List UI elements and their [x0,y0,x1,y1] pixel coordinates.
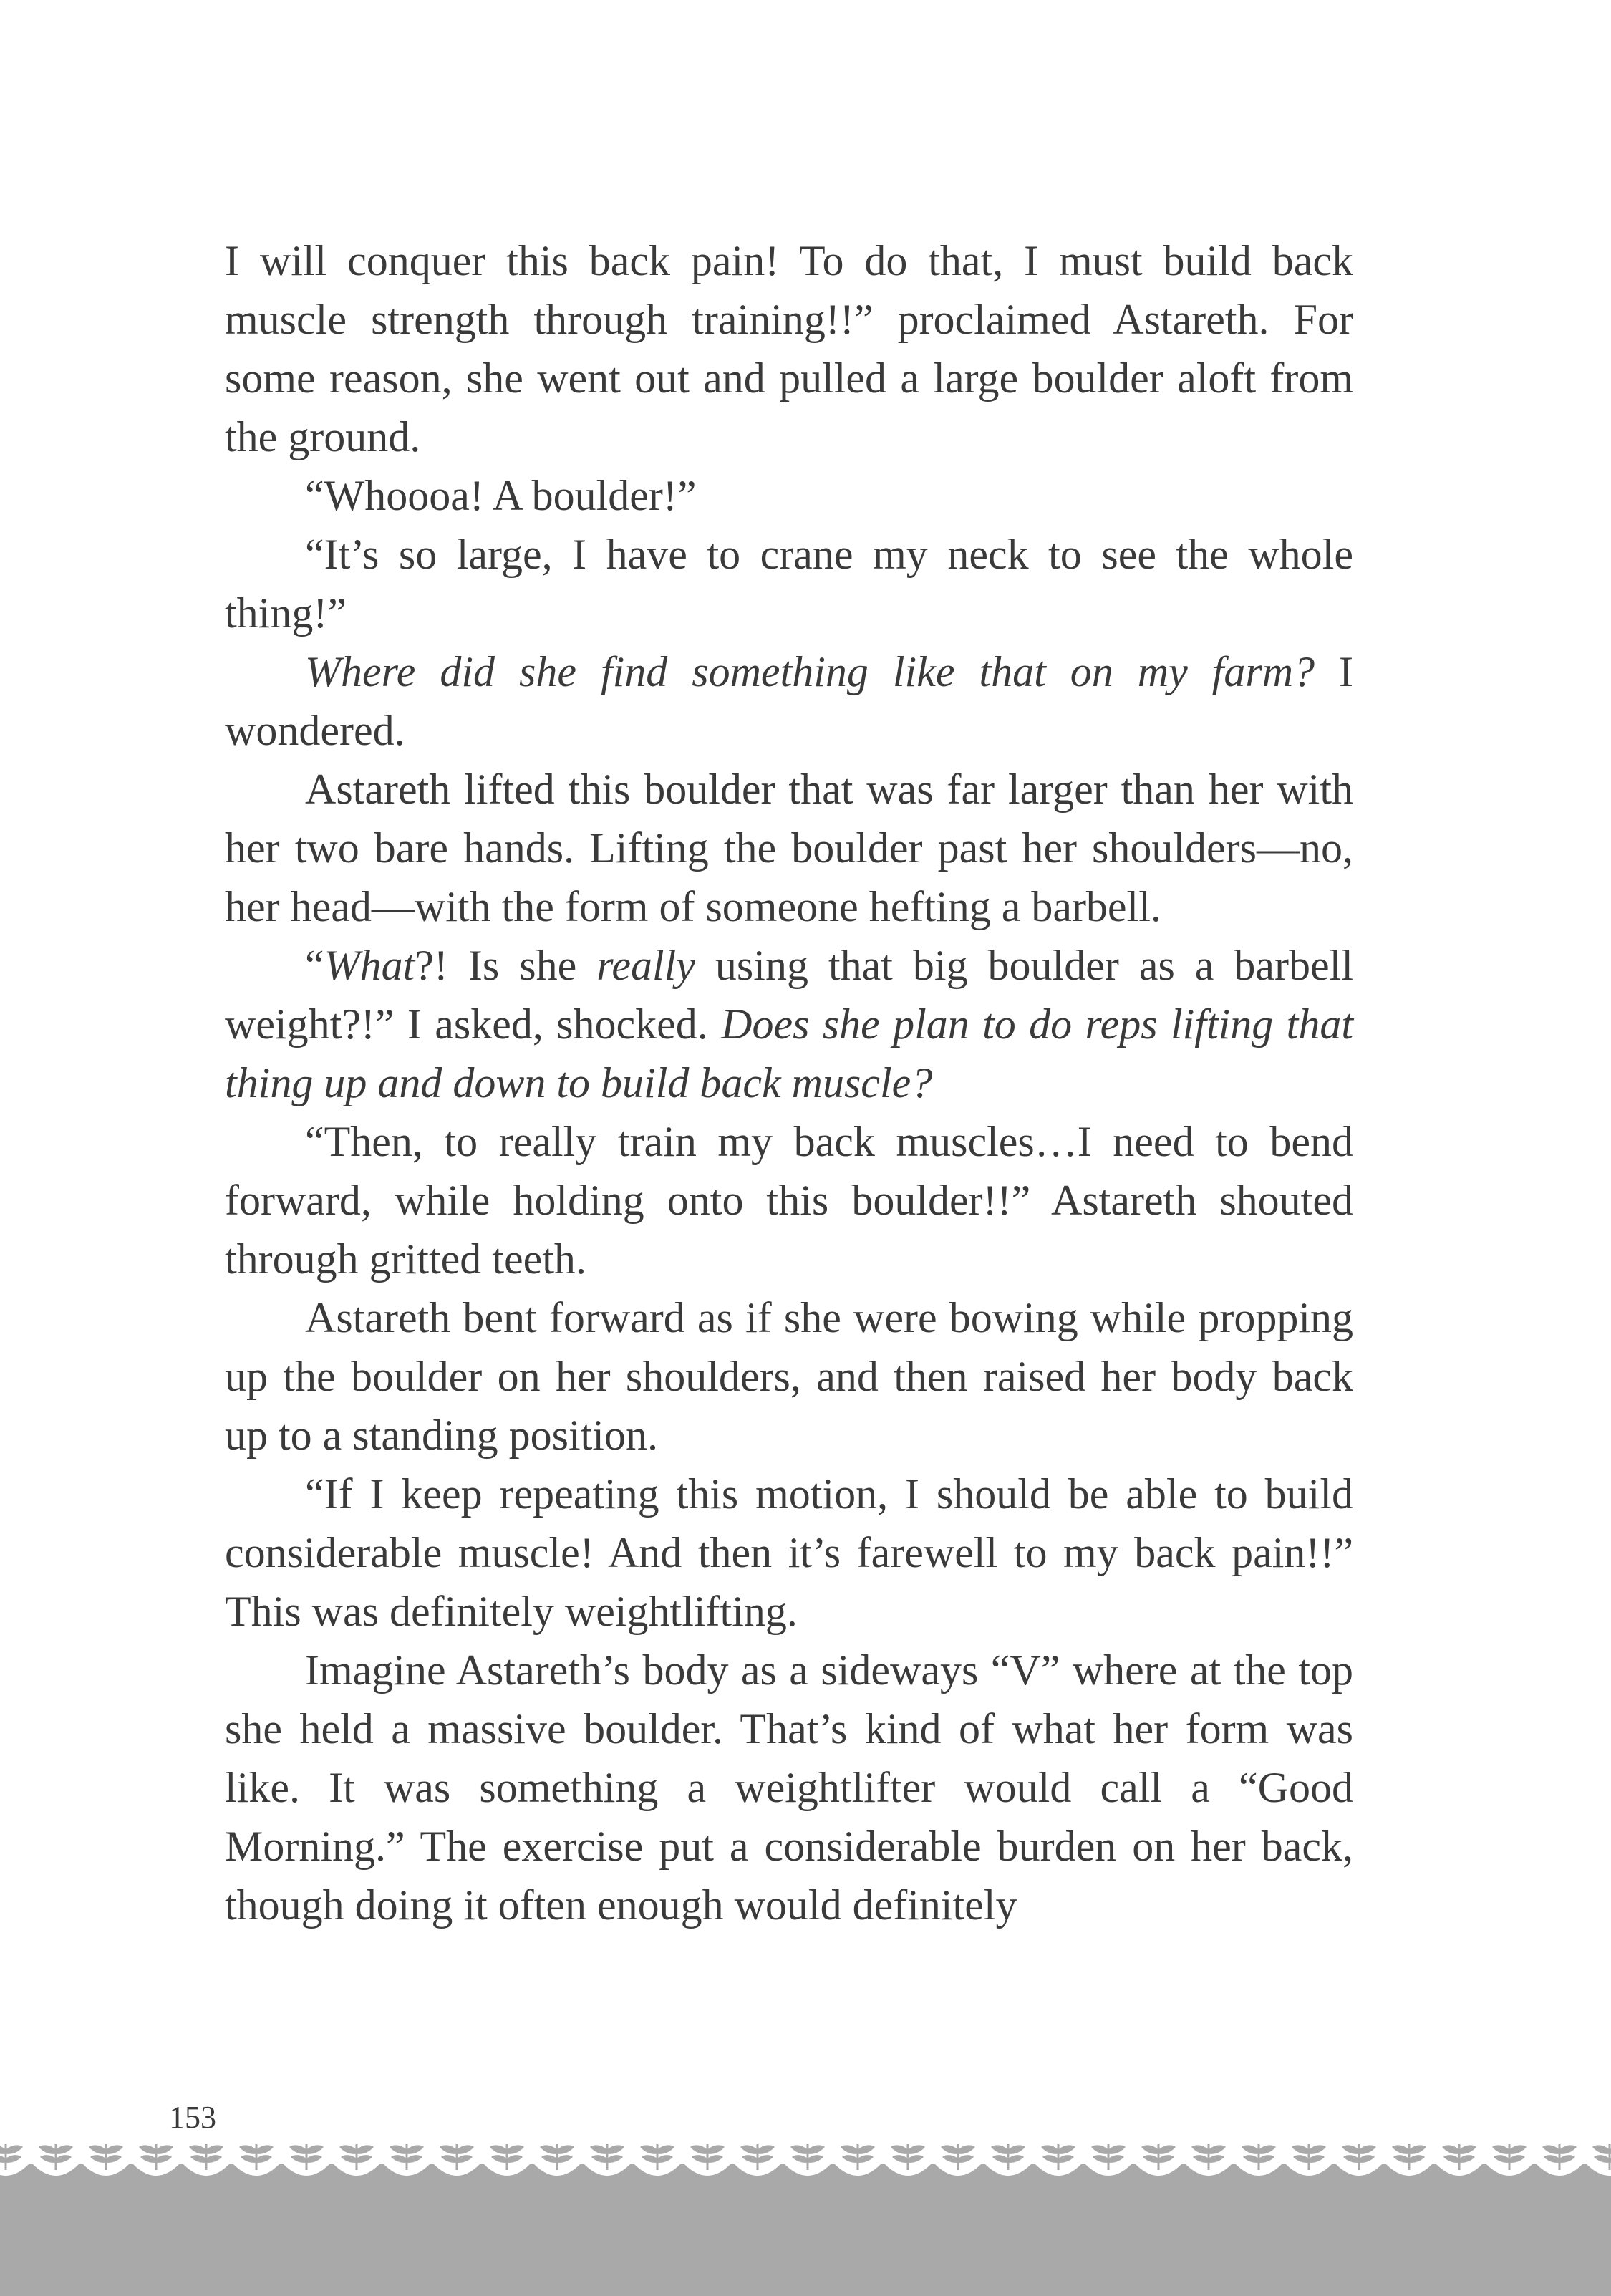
text-segment: I wondered. [225,648,1354,754]
italic-segment: Where did she find something like that on my farm? [305,648,1315,695]
text-segment: I will conquer this back pain! To do that, I must build back muscle strength through training!!” proclaimed Astareth. For some reason, she went out and pulled a large boulder aloft from the ground. [225,237,1353,460]
italic-segment: really [596,942,695,989]
paragraph [225,466,1353,525]
italic-segment: What [324,942,415,989]
footer-decoration [0,2141,1611,2296]
text-segment: “Whoooa! A boulder!” [305,472,697,519]
text-segment: Imagine Astareth’s body as a sideways “V” where at the top she held a massive boulder. That’s kind of what her form was like. It was something a weightlifter would call a “Good Morning.” The exercise put a considerable burden on her back, though doing it often enough would definitely [225,1646,1353,1929]
footer-band [0,2164,1611,2296]
paragraph [225,936,1353,1112]
paragraph [225,1288,1353,1465]
text-segment: “If I keep repeating this motion, I should be able to build considerable muscle! And then it’s farewell to my back pain!!” This was definitely weightlifting. [225,1470,1353,1635]
page-number: 153 [169,2100,216,2135]
paragraph [225,525,1353,642]
text-segment: “Then, to really train my back muscles…I need to bend forward, while holding onto this boulder!!” Astareth shouted through gritted teeth. [225,1118,1353,1283]
italic-segment: Does she plan to do reps lifting that thing up and down to build back muscle? [225,1000,1353,1106]
body-text [225,231,1353,1934]
text-segment: “It’s so large, I have to crane my neck to see the whole thing!” [225,531,1353,637]
text-segment: Astareth bent forward as if she were bowing while propping up the boulder on her shoulders, and then raised her body back up to a standing position. [225,1294,1353,1459]
text-segment: “ [305,942,324,989]
paragraph [225,1465,1353,1641]
sprout-row [0,2144,1611,2176]
footer-decoration-graphic [0,2141,1611,2296]
text-segment: ?! Is she [415,942,597,989]
paragraph [225,642,1353,760]
text-segment: using that big boulder as a barbell weight?!” I asked, shocked. [225,942,1354,1048]
paragraph [225,760,1353,936]
paragraph [225,231,1353,466]
paragraph [225,1112,1353,1288]
paragraph [225,1641,1353,1934]
text-segment: Astareth lifted this boulder that was far larger than her with her two bare hands. Lifting the boulder past her shoulders—no, her head—with the form of someone hefting a barbell. [225,766,1353,930]
